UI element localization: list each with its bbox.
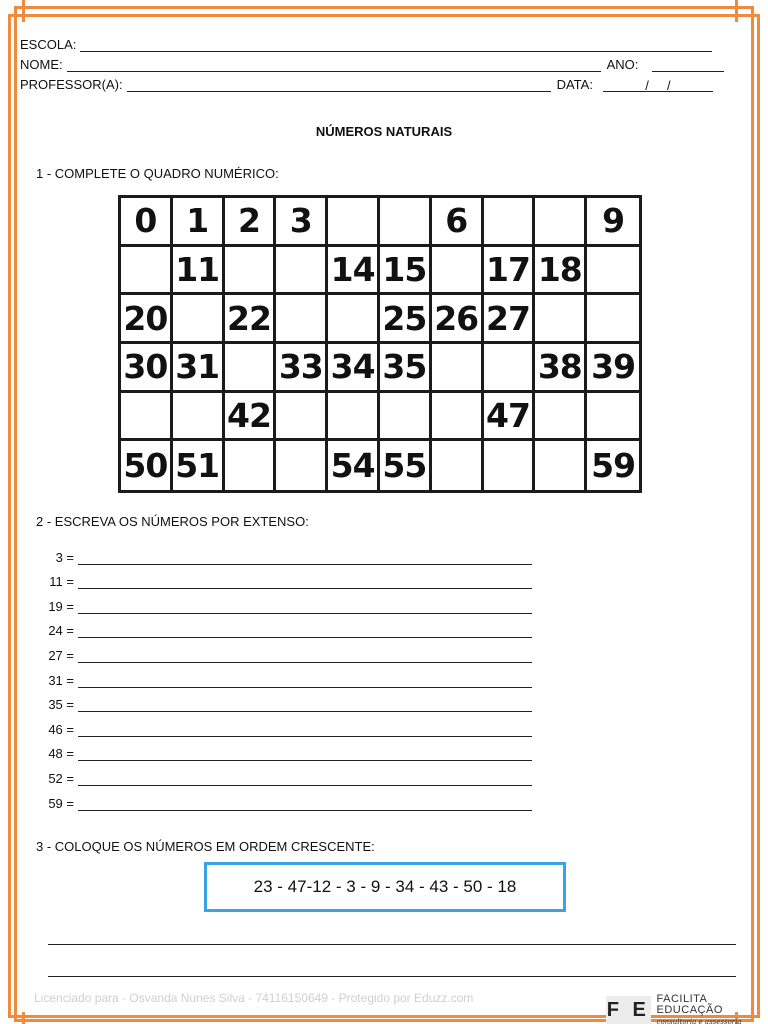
grid-cell[interactable] [276,295,328,344]
grid-cell: 33 [276,344,328,393]
write-out-row [36,786,536,811]
answer-line[interactable] [78,799,532,811]
sequence-box [204,862,566,912]
escola-field[interactable] [80,39,712,52]
write-out-row [36,761,536,786]
write-out-row [36,688,536,713]
grid-cell: 35 [380,344,432,393]
data-field[interactable]: / / [603,79,713,92]
number-label: 46 = [48,721,74,737]
answer-line[interactable] [78,602,532,614]
grid-cell: 3 [276,198,328,247]
grid-cell[interactable] [276,393,328,442]
grid-cell[interactable] [535,441,587,490]
write-out-row [36,712,536,737]
grid-cell: 31 [173,344,225,393]
grid-cell[interactable] [276,247,328,296]
number-label: 27 = [48,647,74,663]
answer-line[interactable] [78,577,532,589]
brand-name: FACILITA EDUCAÇÃO [656,993,723,1016]
grid-cell[interactable] [380,198,432,247]
write-out-row [36,663,536,688]
answer-line[interactable] [78,700,532,712]
grid-cell: 34 [328,344,380,393]
ano-label: ANO: [606,57,639,72]
grid-cell[interactable] [121,247,173,296]
grid-cell: 17 [484,247,536,296]
grid-cell[interactable] [225,344,277,393]
nome-row [20,50,732,72]
question-2-label: 2 - ESCREVA OS NÚMEROS POR EXTENSO: [36,514,309,529]
grid-cell[interactable] [484,344,536,393]
grid-cell[interactable] [432,441,484,490]
grid-cell: 20 [121,295,173,344]
number-label: 52 = [48,770,74,786]
professor-field[interactable] [127,79,551,92]
grid-cell[interactable] [173,295,225,344]
grid-cell[interactable] [432,247,484,296]
grid-cell: 22 [225,295,277,344]
number-label: 24 = [48,623,74,639]
number-label: 31 = [48,672,74,688]
answer-line[interactable] [78,553,532,565]
write-out-row [36,540,536,565]
question-1-label: 1 - COMPLETE O QUADRO NUMÉRICO: [36,166,279,181]
grid-cell[interactable] [484,441,536,490]
write-out-list [36,540,536,811]
grid-cell: 1 [173,198,225,247]
brand-text [651,994,768,1024]
professor-label: PROFESSOR(A): [20,77,123,92]
grid-cell[interactable] [328,295,380,344]
grid-cell[interactable] [380,393,432,442]
nome-field[interactable] [67,59,601,72]
license-watermark: Licenciado para - Osvanda Nunes Silva - 74116150649 - Protegido por Eduzz.com [34,991,474,1005]
brand-initials: F E [606,996,651,1024]
number-label: 59 = [48,795,74,811]
answer-line[interactable] [78,774,532,786]
question-3-label: 3 - COLOQUE OS NÚMEROS EM ORDEM CRESCENTE: [36,839,375,854]
number-label: 19 = [48,598,74,614]
answer-line[interactable] [78,651,532,663]
professor-row [20,70,732,92]
grid-cell: 50 [121,441,173,490]
number-label: 35 = [48,697,74,713]
write-out-row [36,737,536,762]
grid-cell[interactable] [432,393,484,442]
grid-cell[interactable] [535,393,587,442]
write-out-row [36,638,536,663]
grid-cell[interactable] [225,247,277,296]
number-label: 11 = [49,574,74,590]
escola-row [20,30,732,52]
grid-cell[interactable] [328,198,380,247]
answer-line[interactable] [78,626,532,638]
grid-cell[interactable] [484,198,536,247]
brand-logo [606,993,768,1024]
grid-cell: 9 [587,198,639,247]
grid-cell[interactable] [535,295,587,344]
number-label: 48 = [48,746,74,762]
grid-cell: 25 [380,295,432,344]
grid-cell[interactable] [225,441,277,490]
answer-line[interactable] [78,749,532,761]
grid-cell[interactable] [121,393,173,442]
grid-cell: 55 [380,441,432,490]
grid-cell: 6 [432,198,484,247]
answer-line-2[interactable] [48,976,736,977]
grid-cell: 39 [587,344,639,393]
escola-label: ESCOLA: [20,37,77,52]
sequence-text: 23 - 47-12 - 3 - 9 - 34 - 43 - 50 - 18 [253,877,517,896]
grid-cell[interactable] [587,247,639,296]
grid-cell: 38 [535,344,587,393]
number-grid [118,195,642,493]
write-out-row [36,565,536,590]
write-out-row [36,589,536,614]
grid-cell[interactable] [173,393,225,442]
grid-cell[interactable] [432,344,484,393]
grid-cell[interactable] [587,295,639,344]
grid-cell[interactable] [276,441,328,490]
grid-cell: 51 [173,441,225,490]
grid-cell[interactable] [328,393,380,442]
grid-cell: 30 [121,344,173,393]
answer-line[interactable] [78,676,532,688]
answer-line[interactable] [78,725,532,737]
ano-field[interactable] [652,59,724,72]
grid-cell: 0 [121,198,173,247]
grid-cell: 42 [225,393,277,442]
write-out-row [36,614,536,639]
nome-label: NOME: [20,57,63,72]
grid-cell: 26 [432,295,484,344]
header-form [20,30,732,92]
grid-cell[interactable] [587,393,639,442]
grid-cell: 18 [535,247,587,296]
grid-cell: 59 [591,446,636,486]
grid-cell[interactable] [535,198,587,247]
number-label: 3 = [55,549,74,565]
data-label: DATA: [556,77,593,92]
grid-cell: 15 [380,247,432,296]
grid-cell: 54 [328,441,380,490]
page-title: NÚMEROS NATURAIS [315,124,453,139]
answer-line-1[interactable] [48,944,736,945]
brand-tagline: consultoria e assessoria [656,1018,742,1024]
grid-cell: 2 [225,198,277,247]
grid-cell: 27 [484,295,536,344]
grid-cell: 47 [484,393,536,442]
grid-cell: 11 [173,247,225,296]
grid-cell: 14 [328,247,380,296]
